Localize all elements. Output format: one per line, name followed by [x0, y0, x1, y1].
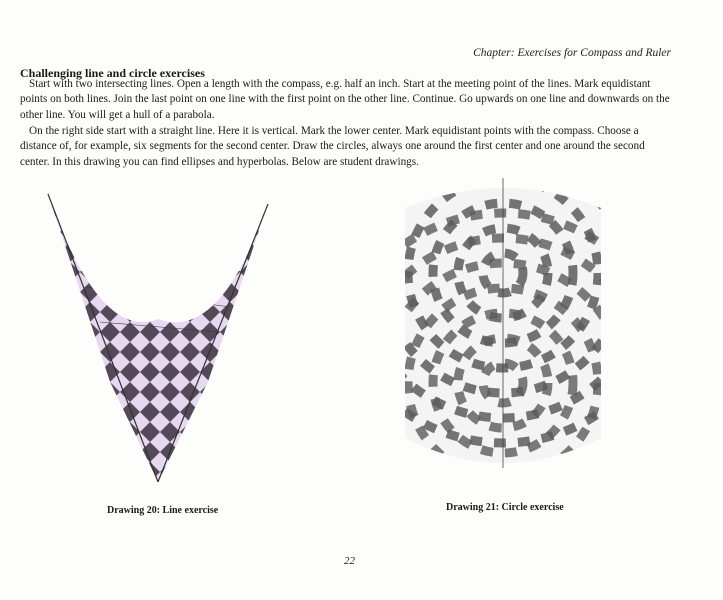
caption-circle-exercise: Drawing 21: Circle exercise [446, 502, 564, 513]
chapter-header: Chapter: Exercises for Compass and Ruler [473, 47, 671, 59]
paragraph-line-exercise: Start with two intersecting lines. Open a length with the compass, e.g. half an inch. Start at the meeting point of the lines. Mark equidistant points on both lines. Join the last point on one line with the first point on the other line. Continue. Go upwards on one line and downwards on the other line. You will get a hull of a parabola. [20, 78, 670, 121]
circle-exercise-svg [383, 178, 623, 483]
circle-exercise-drawing [383, 178, 623, 483]
line-exercise-svg [40, 182, 280, 482]
page-number: 22 [344, 555, 355, 567]
line-exercise-drawing [40, 182, 280, 482]
diamond-hull [48, 194, 268, 482]
caption-line-exercise: Drawing 20: Line exercise [107, 505, 219, 516]
section-title: Challenging line and circle exercises [20, 66, 205, 80]
paragraph-circle-exercise: On the right side start with a straight line. Here it is vertical. Mark the lower center. Mark equidistant points with the compass. Choose a distance of, for example, six segments for the second center. Draw the circles, always one around the first center and one around the second center. In this drawing you can find ellipses and hyperbolas. Below are student drawings. [20, 125, 645, 168]
